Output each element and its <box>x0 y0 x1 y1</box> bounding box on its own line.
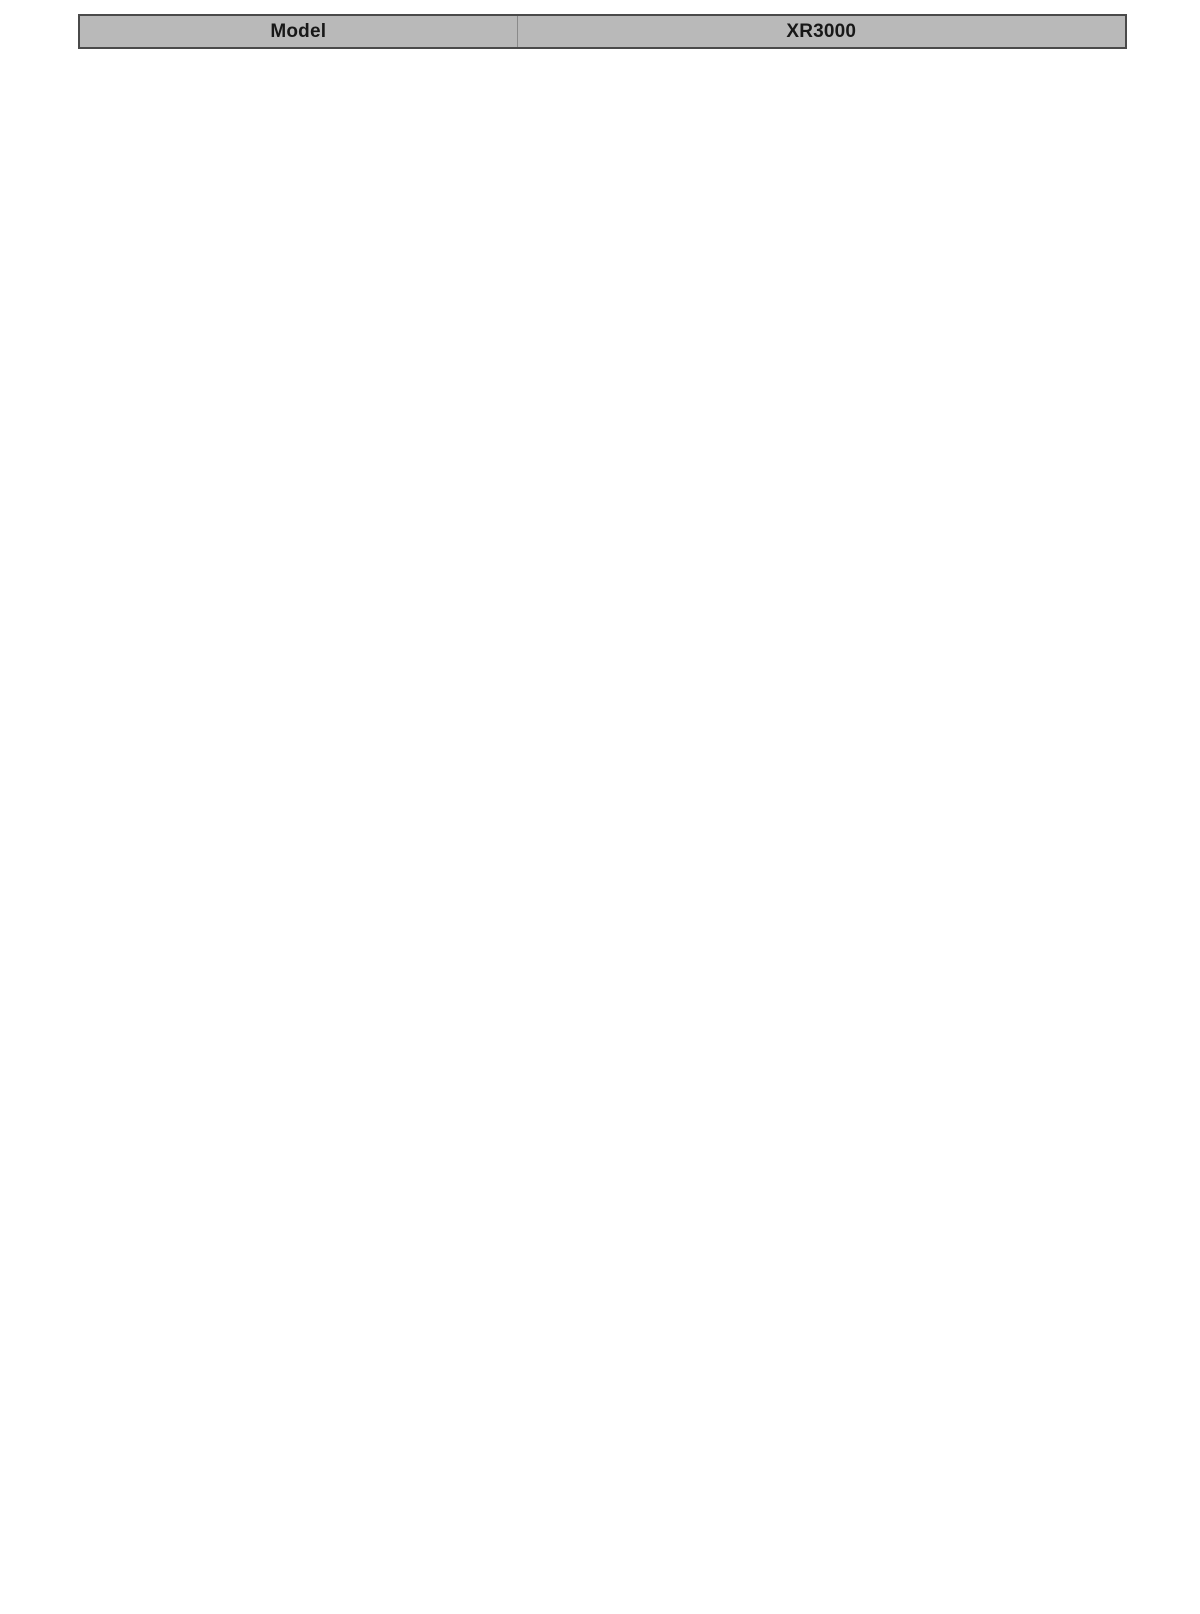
header-row <box>79 15 1126 48</box>
model-header-value: XR3000 <box>517 15 1126 48</box>
spec-table <box>78 14 1127 49</box>
model-header-label: Model <box>79 15 517 48</box>
table-header <box>79 15 1126 48</box>
